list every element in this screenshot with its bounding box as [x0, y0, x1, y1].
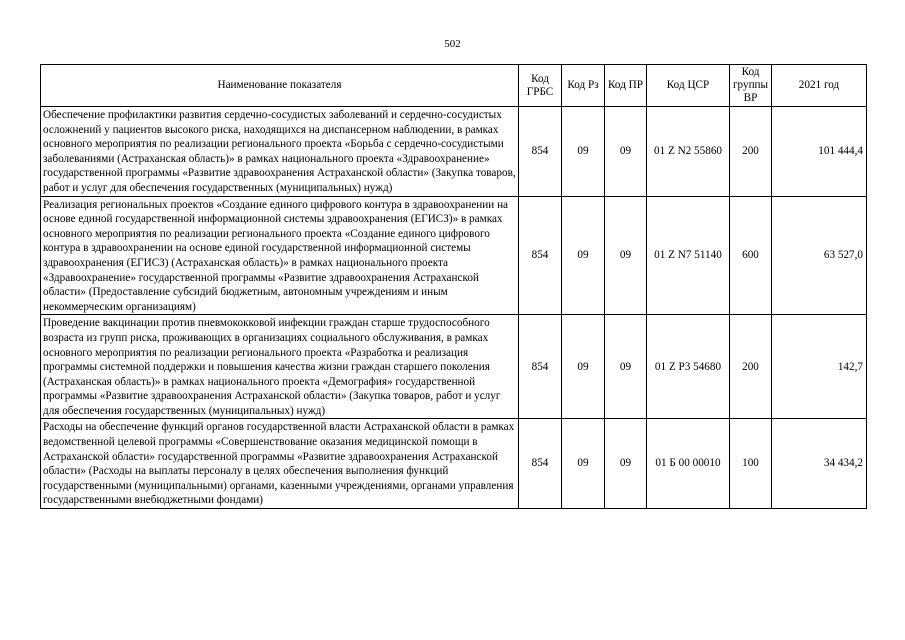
csr-code-cell: 01 Z N2 55860: [647, 107, 730, 197]
pr-code-cell: 09: [605, 196, 647, 315]
rz-code-cell: 09: [562, 315, 605, 419]
csr-code-cell: 01 Б 00 00010: [647, 419, 730, 509]
grbs-code-cell: 854: [519, 419, 562, 509]
table-row: [41, 196, 867, 315]
table-header-row: [41, 65, 867, 107]
table-row: [41, 107, 867, 197]
indicator-name-cell: Расходы на обеспечение функций органов государственной власти Астраханской области в рамках ведомственной целевой программы «Совершенствование оказания медицинской помощи в Астраханской области» государственной программы «Развитие здравоохранения Астраханской области» (Расходы на выплаты персоналу в целях обеспечения выполнения функций государственными (муниципальными) органами, казенными учреждениями, органами управления государственными внебюджетными фондами): [41, 419, 519, 509]
table-row: [41, 315, 867, 419]
column-header-vr: Код группы ВР: [730, 65, 772, 107]
rz-code-cell: 09: [562, 419, 605, 509]
indicator-name-cell: Реализация региональных проектов «Создание единого цифрового контура в здравоохранении на основе единой государственной информационной системы здравоохранения (ЕГИСЗ)» в рамках основного мероприятия по реализации регионального проекта «Создание единого цифрового контура в здравоохранении на основе единой государственной информационной системы здравоохранения (ЕГИСЗ) (Астраханская область)» в рамках национального проекта «Здравоохранение» государственной программы «Развитие здравоохранения Астраханской области» (Предоставление субсидий бюджетным, автономным учреждениям и иным некоммерческим организациям): [41, 196, 519, 315]
vr-code-cell: 100: [730, 419, 772, 509]
column-header-name: Наименование показателя: [41, 65, 519, 107]
column-header-pr: Код ПР: [605, 65, 647, 107]
vr-code-cell: 200: [730, 107, 772, 197]
vr-code-cell: 600: [730, 196, 772, 315]
grbs-code-cell: 854: [519, 315, 562, 419]
csr-code-cell: 01 Z N7 51140: [647, 196, 730, 315]
rz-code-cell: 09: [562, 196, 605, 315]
column-header-csr: Код ЦСР: [647, 65, 730, 107]
column-header-year: 2021 год: [772, 65, 867, 107]
pr-code-cell: 09: [605, 315, 647, 419]
grbs-code-cell: 854: [519, 196, 562, 315]
column-header-rz: Код Рз: [562, 65, 605, 107]
indicator-name-cell: Обеспечение профилактики развития сердечно-сосудистых заболеваний и сердечно-сосудистых осложнений у пациентов высокого риска, находящихся на диспансерном наблюдении, в рамках основного мероприятия по реализации регионального проекта «Борьба с сердечно-сосудистыми заболеваниями (Астраханская область)» в рамках национального проекта «Здравоохранение» государственной программы «Развитие здравоохранения Астраханской области» (Закупка товаров, работ и услуг для обеспечения государственных (муниципальных) нужд): [41, 107, 519, 197]
indicator-name-cell: Проведение вакцинации против пневмококковой инфекции граждан старше трудоспособного возраста из групп риска, проживающих в организациях социального обслуживания, в рамках основного мероприятия по реализации регионального проекта «Разработка и реализация программы системной поддержки и повышения качества жизни граждан старшего поколения (Астраханская область)» в рамках национального проекта «Демография» государственной программы «Развитие здравоохранения Астраханской области» (Закупка товаров, работ и услуг для обеспечения государственных (муниципальных) нужд): [41, 315, 519, 419]
pr-code-cell: 09: [605, 107, 647, 197]
page-number: 502: [444, 38, 461, 50]
column-header-grbs: Код ГРБС: [519, 65, 562, 107]
vr-code-cell: 200: [730, 315, 772, 419]
rz-code-cell: 09: [562, 107, 605, 197]
table-row: [41, 419, 867, 509]
csr-code-cell: 01 Z P3 54680: [647, 315, 730, 419]
amount-cell: 101 444,4: [772, 107, 867, 197]
grbs-code-cell: 854: [519, 107, 562, 197]
pr-code-cell: 09: [605, 419, 647, 509]
budget-table: [40, 64, 867, 509]
amount-cell: 63 527,0: [772, 196, 867, 315]
amount-cell: 34 434,2: [772, 419, 867, 509]
amount-cell: 142,7: [772, 315, 867, 419]
